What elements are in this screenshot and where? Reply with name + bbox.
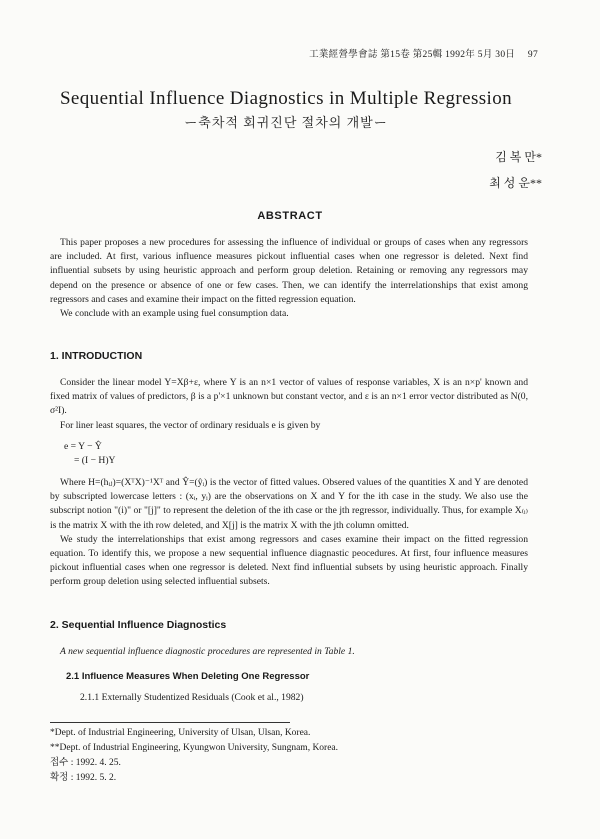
section-1-paragraph-2: For liner least squares, the vector of ordinary residuals e is given by	[60, 419, 321, 431]
footnotes	[50, 726, 338, 786]
abstract-body	[50, 236, 528, 321]
footnote-author-1: *Dept. of Industrial Engineering, University of Ulsan, Ulsan, Korea.	[50, 728, 311, 738]
journal-info: 工業經營學會誌 第15卷 第25輯 1992年 5月 30日	[309, 50, 516, 60]
equation-line-1: e = Y − Ŷ	[64, 441, 102, 452]
abstract-paragraph-1: This paper proposes a new procedures for assessing the influence of individual or groups of cases when any regressors are included. At first, various influence measures pickout influential cases when one regressor is deleted. Next find influential subsets by using heuristic approach and perform group deletion. Retaining or removing any regressors may depend on the presence or absence of one or few cases. Then, we can identify the interrelationships that exist among regressors and cases and examine their impact on the fitted regression equation.	[50, 237, 528, 305]
abstract-paragraph-2: We conclude with an example using fuel consumption data.	[60, 308, 289, 320]
footnote-received: 접수 : 1992. 4. 25.	[50, 758, 121, 768]
equation-line-2: = (I − H)Y	[74, 455, 116, 466]
footnote-divider	[50, 722, 290, 723]
section-1-paragraph-4: We study the interrelationships that exist among regressors and cases examine their impact on the fitted regression equation. To identify this, we propose a new sequential influence diagnastic peocedures. At first, four influence measures pickout influential cases when one regressor is deleted. Next find influential subsets by using heuristic approach. Finally perform group deletion using selected influential subsets.	[50, 533, 528, 588]
section-2-paragraph-1: A new sequential influence diagnostic procedures are represented in Table 1.	[60, 646, 355, 657]
section-1-body-a	[50, 376, 528, 433]
paper-subtitle: ー축차적 회귀진단 절차의 개발ー	[184, 115, 388, 130]
subsection-2-1-heading: 2.1 Influence Measures When Deleting One Regressor	[66, 671, 310, 682]
footnote-author-2: **Dept. of Industrial Engineering, Kyungwon University, Sungnam, Korea.	[50, 743, 339, 753]
section-1-body-b	[50, 476, 528, 590]
residual-equation	[64, 440, 115, 468]
paper-title: Sequential Influence Diagnostics in Multiple Regression	[59, 88, 513, 109]
author-1: 김 복 만*	[495, 150, 542, 164]
footnote-accepted: 확정 : 1992. 5. 2.	[50, 773, 117, 783]
section-1-heading: 1. INTRODUCTION	[50, 350, 143, 362]
section-2-body	[50, 645, 528, 659]
subsubsection-2-1-1-heading: 2.1.1 Externally Studentized Residuals (Cook et al., 1982)	[80, 692, 304, 703]
page-number: 97	[527, 50, 538, 60]
author-block	[489, 148, 542, 200]
author-2: 최 성 운**	[489, 176, 542, 190]
abstract-heading: ABSTRACT	[257, 210, 323, 222]
section-1-paragraph-1: Consider the linear model Y=Xβ+ε, where Y is an n×1 vector of values of response variables, X is an n×p' known and fixed matrix of values of predictors, β is a p'×1 unknown but constant vector, and ε is an n×1 error vector distributed as N(0, σ²I).	[50, 377, 528, 417]
section-1-paragraph-3: Where H=(hᵢⱼ)=(XᵀX)⁻¹Xᵀ and Ŷ=(ŷᵢ) is the vector of fitted values. Obsered values of the quantities X and Y are denoted by subscripted lowercase letters : (xᵢ, yᵢ) are the observations on X and Y for the ith case in the study. We also use the subscript notion "(i)" or "[j]" to represent the deletion of the ith case or the jth regressor, individually. Thus, for example X₍ᵢ₎ is the matrix X with the ith row deleted, and X[j] is the matrix X with the jth column omitted.	[50, 477, 528, 531]
section-2-heading: 2. Sequential Influence Diagnostics	[50, 619, 227, 631]
running-header	[309, 46, 538, 60]
